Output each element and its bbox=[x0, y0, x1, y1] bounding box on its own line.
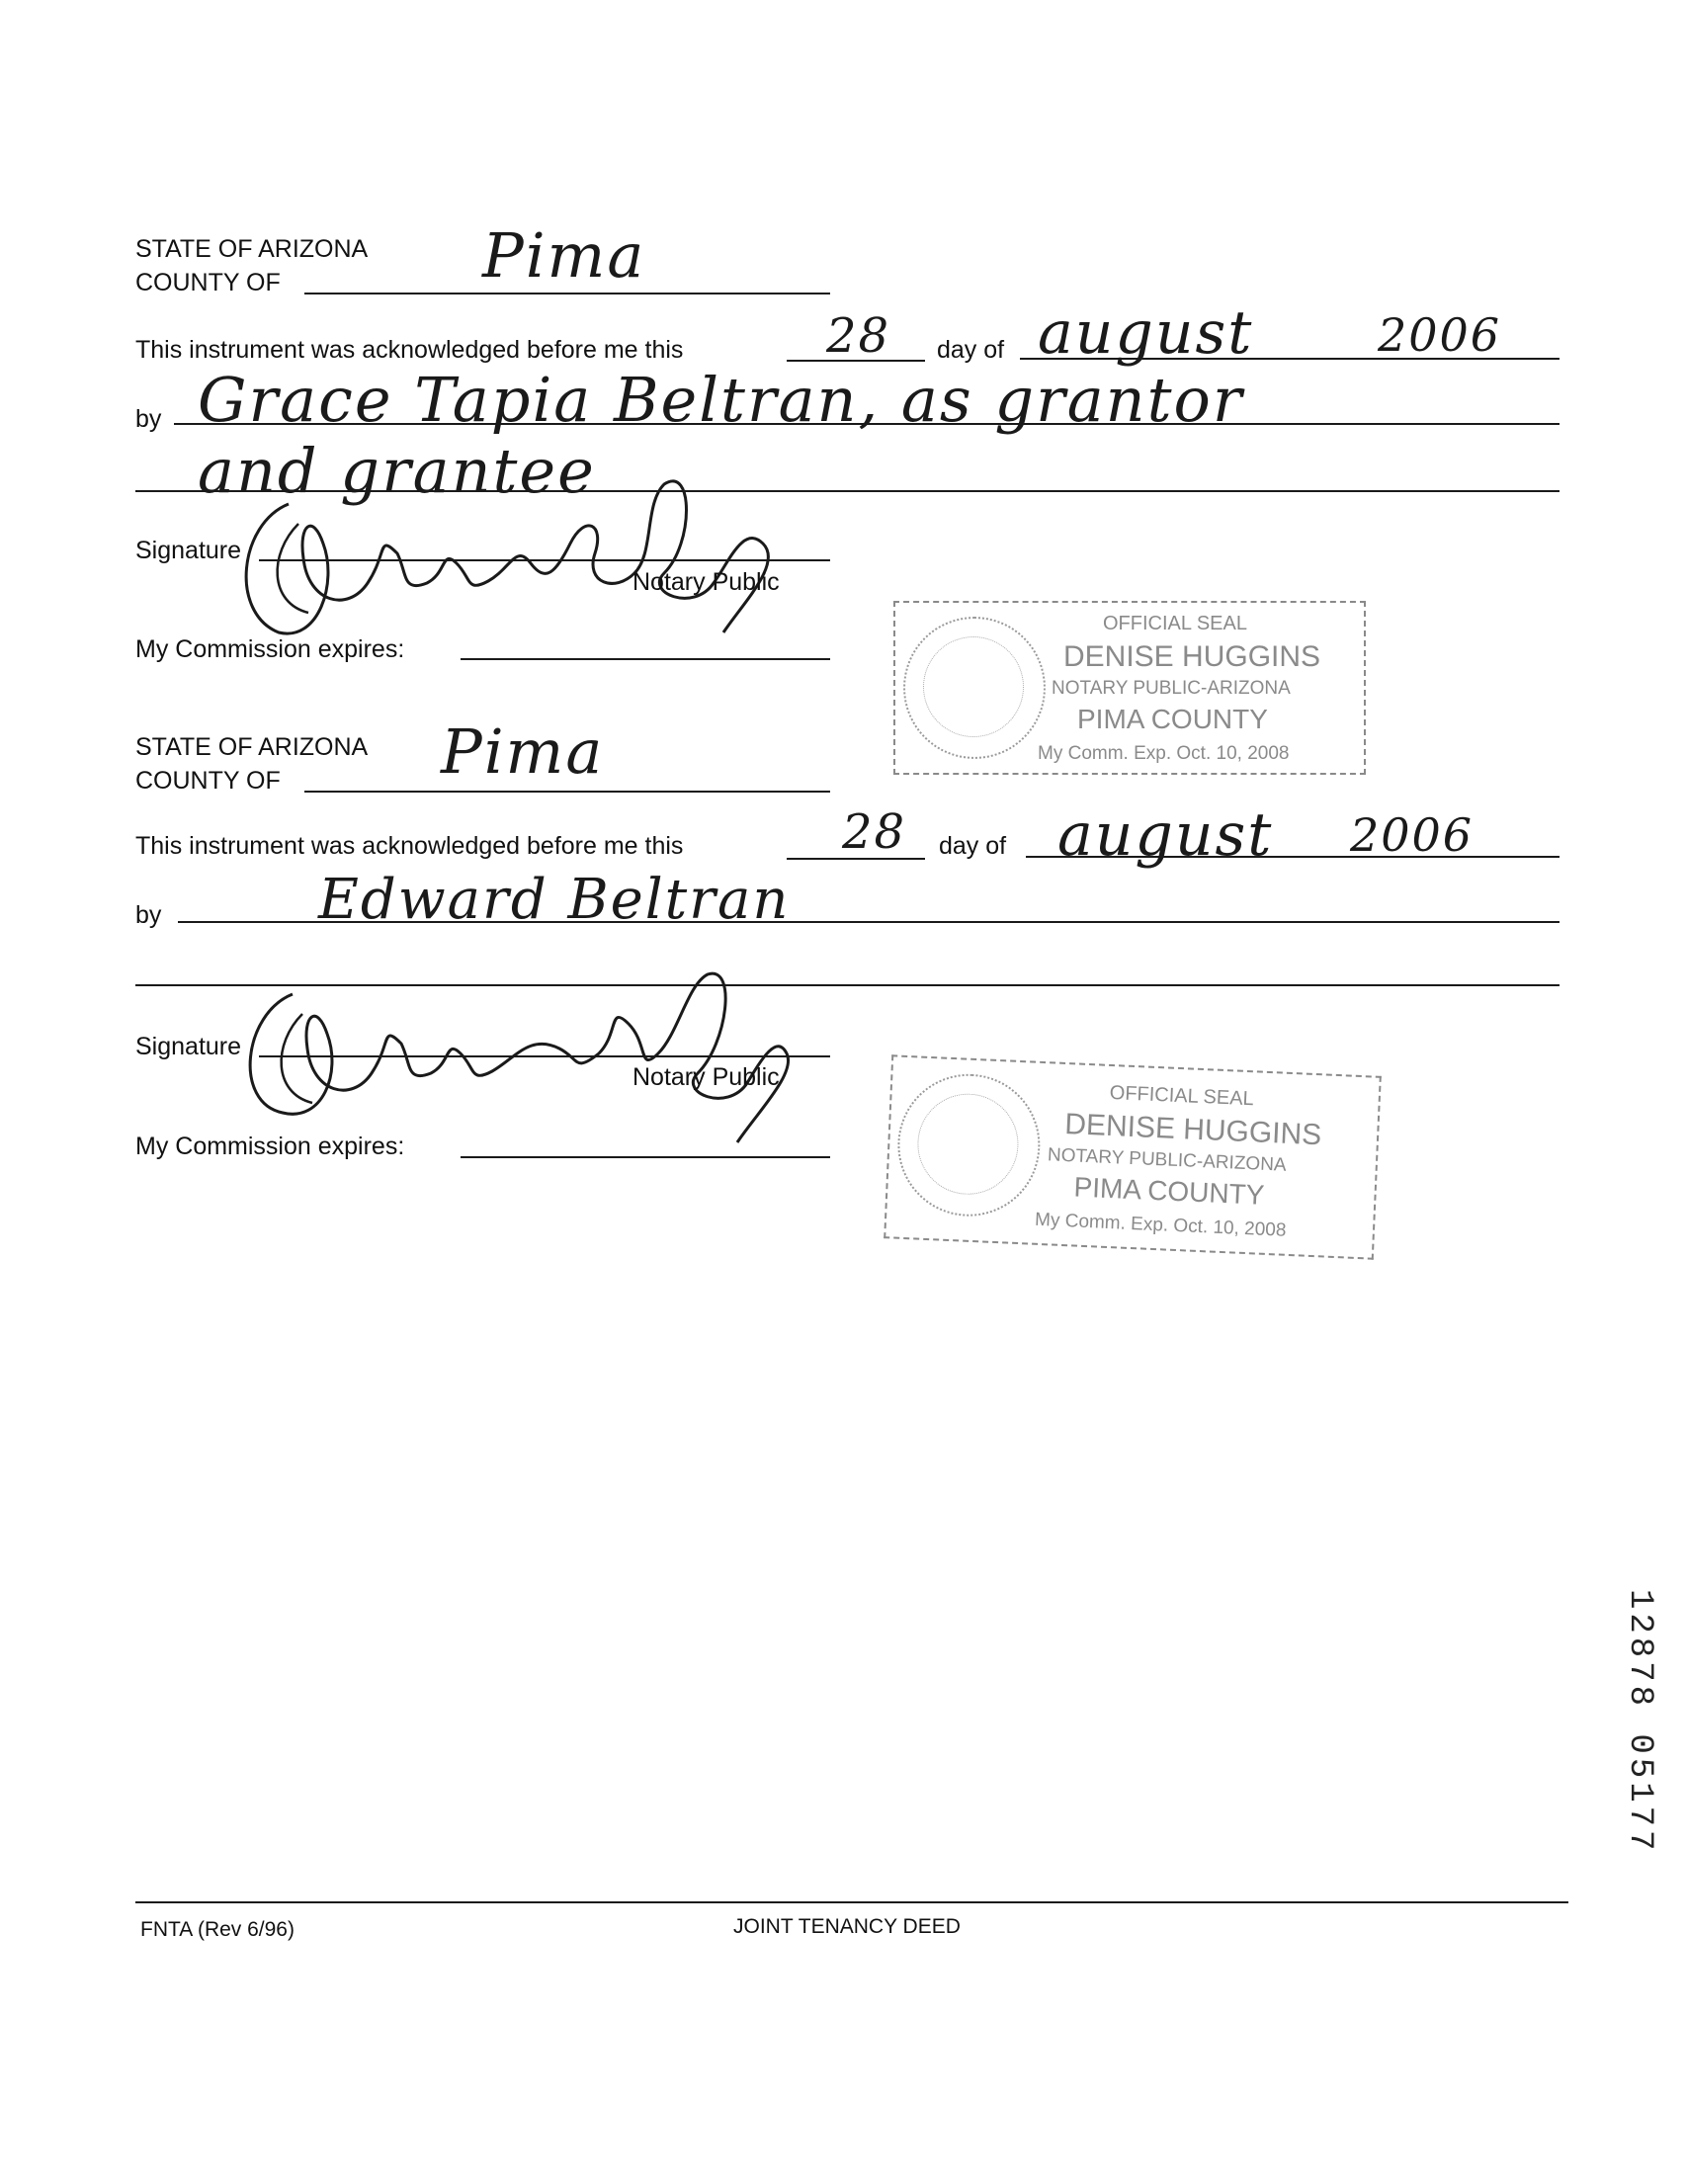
seal-line3-1: NOTARY PUBLIC-ARIZONA bbox=[1052, 678, 1291, 699]
day-of-label-2: day of bbox=[939, 832, 1007, 860]
commission-line-1 bbox=[461, 658, 830, 660]
footer-rule bbox=[135, 1901, 1568, 1903]
by-value-1b: and grantee bbox=[198, 435, 596, 507]
county-line-2 bbox=[304, 791, 830, 793]
seal-line2-2: DENISE HUGGINS bbox=[1063, 1107, 1322, 1152]
by-label-1: by bbox=[135, 405, 162, 433]
seal-line5-1: My Comm. Exp. Oct. 10, 2008 bbox=[1038, 743, 1290, 764]
state-label-2: STATE OF ARIZONA bbox=[135, 733, 369, 761]
commission-label-2: My Commission expires: bbox=[135, 1133, 405, 1160]
seal-line4-2: PIMA COUNTY bbox=[1072, 1171, 1266, 1211]
state-label-1: STATE OF ARIZONA bbox=[135, 235, 369, 263]
day-value-1: 28 bbox=[826, 308, 891, 364]
year-value-2: 2006 bbox=[1350, 808, 1475, 862]
notary-signature-1 bbox=[229, 464, 822, 652]
seal-line1-1: OFFICIAL SEAL bbox=[1103, 613, 1247, 634]
by-label-2: by bbox=[135, 901, 162, 929]
month-value-2: august bbox=[1057, 800, 1274, 870]
ack-text-1: This instrument was acknowledged before me this bbox=[135, 336, 684, 364]
margin-number: 12878 05177 bbox=[1621, 1589, 1658, 1855]
commission-label-1: My Commission expires: bbox=[135, 635, 405, 663]
day-value-2: 28 bbox=[842, 804, 907, 860]
ack-text-2: This instrument was acknowledged before me this bbox=[135, 832, 684, 860]
county-value-2: Pima bbox=[441, 715, 605, 788]
day-of-label-1: day of bbox=[937, 336, 1005, 364]
county-label-1: COUNTY OF bbox=[135, 269, 281, 296]
seal-line2-1: DENISE HUGGINS bbox=[1063, 640, 1321, 673]
seal-line1-2: OFFICIAL SEAL bbox=[1109, 1081, 1255, 1111]
seal-line4-1: PIMA COUNTY bbox=[1077, 704, 1268, 734]
notary-seal-1 bbox=[893, 601, 1366, 775]
month-value-1: august bbox=[1038, 298, 1254, 368]
commission-line-2 bbox=[461, 1156, 830, 1158]
notary-signature-2 bbox=[233, 965, 826, 1152]
county-label-2: COUNTY OF bbox=[135, 767, 281, 795]
notary-label-1: Notary Public bbox=[632, 568, 780, 596]
county-line-1 bbox=[304, 293, 830, 294]
by-value-1: Grace Tapia Beltran, as grantor bbox=[198, 364, 1244, 436]
notary-label-2: Notary Public bbox=[632, 1063, 780, 1091]
county-value-1: Pima bbox=[482, 219, 646, 292]
signature-label-1: Signature bbox=[135, 537, 242, 564]
signature-label-2: Signature bbox=[135, 1033, 242, 1060]
by-value-2: Edward Beltran bbox=[318, 868, 791, 932]
doc-title: JOINT TENANCY DEED bbox=[733, 1915, 961, 1938]
notary-seal-2 bbox=[884, 1054, 1382, 1259]
year-value-1: 2006 bbox=[1378, 308, 1502, 362]
seal-line5-2: My Comm. Exp. Oct. 10, 2008 bbox=[1034, 1209, 1287, 1241]
form-code: FNTA (Rev 6/96) bbox=[140, 1918, 295, 1941]
seal-line3-2: NOTARY PUBLIC-ARIZONA bbox=[1047, 1144, 1288, 1176]
